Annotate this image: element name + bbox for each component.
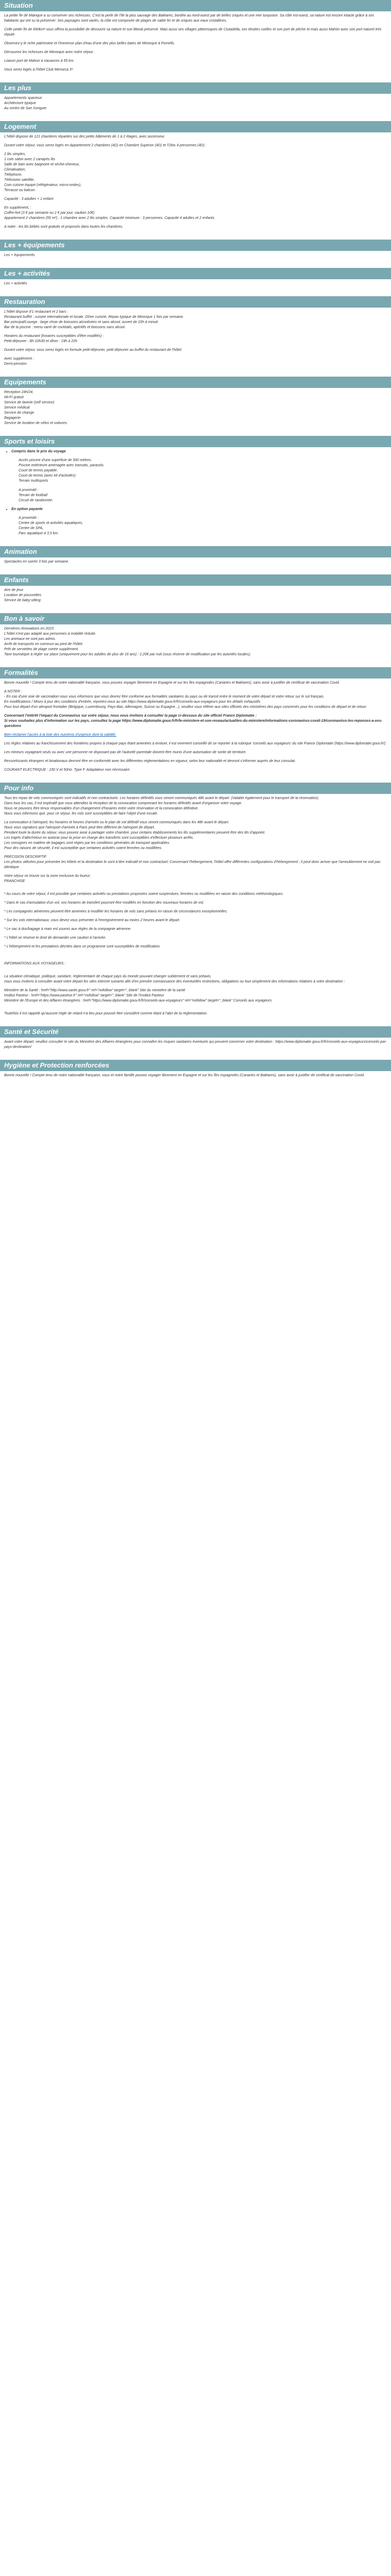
list-item: Coin cuisine équipé (réfrigérateur, micro-ondes),	[4, 183, 82, 187]
equipements-section	[0, 251, 391, 265]
list-item: Court de tennis (avec kit d'activités)	[19, 474, 76, 478]
info-para: Les photos utilisées pour présenter les hôtels et la destination le sont à titre indicatif et non contractuel. Concernant l'hébergement, l'hôtel offre différentes configurations d'hébergement ; il peut donc arriver que l'ameublement ne soit pas identique.	[4, 860, 381, 869]
equipements-list	[4, 390, 387, 426]
activites-section	[0, 279, 391, 293]
sports-nearby-label: A proximité :	[19, 516, 39, 520]
section-header-formalites: Formalités	[0, 667, 391, 679]
section-header-enfants: Enfants	[0, 574, 391, 586]
hygiene-section	[0, 1071, 391, 1085]
situation-para: La petite île de Mainque a su conserver ses richesses. C'est la perle de l'Ile la plus sauvage des Baléares, bordée au nord-ouest par de belles criques et une mer turquoise. Sa côte est-ouest, sa nature est encore intacte grâce à ses habitants qui ont su la préserver. Ses paysages sont variés, la côte est composée de plages de sable fin et de criques aux eaux cristallines.	[4, 14, 374, 23]
info-para: Nous vous signalons que l'aéroport d'arrivée à Paris peut être différent de l'aéroport de départ.	[4, 826, 155, 829]
info-para: Nous ne pouvons être tenus responsables d'un changement d'horaires entre votre réservation et la convocation définitive.	[4, 807, 199, 810]
situation-extra: Vous serez logés à l'hôtel Club Menorca 3*.	[4, 68, 74, 72]
situation-para: Observez-y le riche patrimoine et l'immense plan d'eau d'une des plus belles baies de Minorque à Fornells.	[4, 42, 175, 45]
list-item: Service de change	[4, 411, 34, 415]
formalites-link[interactable]: Bien réclamer l'accès à la liste des numéros d'urgence dont la validité.	[4, 733, 117, 737]
list-item: Service de location de vélos et voitures.	[4, 421, 68, 425]
info-para: PRECISION DESCRIPTIF	[4, 855, 47, 859]
info-section	[0, 794, 391, 1023]
attention-para: * L'hôtel se réserve le droit de demander une caution à l'arrivée.	[4, 936, 107, 940]
sports-section	[0, 447, 391, 543]
list-item: Climatisation,	[4, 168, 26, 172]
formalites-para: Pour tout départ d'un aéroport frontalier (Belgique, Luxembourg, Pays-Bas, Allemagne, Suisse ou Espagne...), veuillez vous référer aux sites officiels des ministères des pays concernés pour les conditions de départ et de retour.	[4, 705, 367, 709]
restauration-section	[0, 308, 391, 374]
situation-section	[0, 11, 391, 79]
info-para: Nous vous informons que, pour ce séjour, les vols sont susceptibles de faire l'objet d'une escale.	[4, 812, 158, 816]
list-item: Terrasse ou balcon.	[4, 189, 36, 192]
list-item: Terrain multisports	[19, 479, 48, 483]
list-item: Bar principal/Lounge : large choix de boissons alcoolisées et sans alcool, ouvert de 10h à minuit.	[4, 320, 159, 324]
sante-section	[0, 1038, 391, 1057]
list-item: Wi-Fi gratuit	[4, 396, 24, 399]
info-para: Les trajets d'aller/retour en autocar pour la prise en charge des transferts sont susceptibles d'effectuer plusieurs arrêts.	[4, 836, 194, 840]
section-header-hygiene: Hygiène et Protection renforcées	[0, 1060, 391, 1071]
list-item: Piscine extérieure aménagée avec transats, parasols.	[19, 464, 105, 467]
list-item: L'hôtel n'est pas adapté aux personnes à mobilité réduite.	[4, 632, 96, 636]
list-item: Location de poussettes	[4, 594, 41, 597]
animation-section	[0, 557, 391, 571]
attention-para: * Au cours de votre séjour, il est possible que certaines activités ou prestations proposées soient suspendues, fermées ou modifiées en raison des conditions météorologiques.	[4, 892, 284, 896]
equipements-2-section	[0, 388, 391, 433]
list-item: Service de laverie (self service)	[4, 401, 55, 404]
animation-text: Spectacles en soirée 3 fois par semaine.	[4, 560, 70, 564]
restauration-para: Avec supplément :	[4, 357, 34, 361]
formalites-para: Si vous souhaitez plus d'information sur les pays, consultez la page https://www.diplomatie.gouv.fr/fr/le-ministere-et-son-reseau/actualites-du-ministere/informations-coronavirus-covid-19/coronavirus-les-reponses-a-vos-questions	[4, 719, 383, 728]
sports-list-2	[4, 507, 387, 512]
formalites-para: COURANT ELECTRIQUE : 230 V et 50Hz. Type F. Adaptateur non nécessaire.	[4, 768, 131, 772]
list-item: L'hôtel dispose d'1 restaurant et 2 bars :	[4, 310, 69, 314]
list-item: Accès piscine d'une superficie de 500 mètres.	[19, 459, 92, 462]
list-item: 1 coin salon avec 2 canapés lits	[4, 158, 55, 161]
formalites-para: Bonne nouvelle ! Compte tenu de notre nationalité française, vous pouvez voyager librement en Espagne et sur les îles espagnoles (Canaries et Baléares), sans avoir à justifier de certificat de vaccination Covid.	[4, 681, 340, 685]
section-header-pour-info: Pour info	[0, 783, 391, 794]
list-item: Restaurant buffet : cuisine internationale et locale. Dîner cuisiné, Repas typique de Minorque 1 fois par semaine.	[4, 315, 184, 319]
logement-list	[4, 152, 387, 193]
section-header-animation: Animation	[0, 546, 391, 557]
list-item: Circuit de randonnée.	[19, 499, 53, 502]
logement-section	[0, 132, 391, 236]
section-header-restauration: Restauration	[0, 296, 391, 308]
list-item: Salle de bain avec baignoire et sèche-cheveux,	[4, 163, 80, 166]
formalites-para: A NOTER :	[4, 690, 22, 693]
hygiene-text: Bonne nouvelle ! Compte tenu de notre nationalité française, vous et notre famille pouvez voyager librement en Espagne et sur les îles espagnoles (Canaries et Baléares), sans avoir à justifier de certificat de vaccination Covid.	[4, 1074, 365, 1077]
list-item: Prêt de serviettes de plage contre supplément.	[4, 648, 79, 651]
section-header-equipements: Les + équipements	[0, 240, 391, 251]
voyageurs-para: Toutefois il est rappelé qu'aucune règle de retard n'a lieu pour pouvoir être considéré comme étant à l'abri de la réglementation.	[4, 1012, 208, 1015]
logement-capacity: Capacité : 3 adultes + 1 enfant	[4, 197, 54, 201]
attention-para: * Le sac à dos/bagage à main est soumis aux règles de la compagnie aérienne.	[4, 927, 132, 931]
voyageurs-link[interactable]: Institut Pasteur : href="https://www.pasteur.fr" rel="nofollow" target="_blank" Site de l'Institut Pasteur	[4, 994, 164, 997]
info-para: Les consignes en matière de bagages sont régies par les conditions générales de transport applicables.	[4, 841, 170, 845]
logement-para: Durant votre séjour, vous serez logés en Appartement 2 chambres (4D) en Chambre Superior (4D) et T2bis 4 personnes (4D) :	[4, 144, 207, 147]
formalites-para: En modifications / Mises à jour des conditions d'entrée, reportez-vous au site https://www.diplomatie.gouv.fr/fr/conseils-aux-voyageurs pour les détails exhaustifs.	[4, 700, 262, 704]
sports-subheading: • Compris dans le prix du voyage	[11, 449, 387, 454]
info-para: Tous les repas de vols communiqués sont indicatifs et non contractuels. Les horaires définitifs vous seront communiqués 48h avant le départ. (Valable également pour le transport de la réservation).	[4, 796, 319, 800]
plus-item: Architecture typique	[4, 101, 36, 105]
voyageurs-link[interactable]: Ministère de l'Europe et des Affaires étrangères : href="https://www.diplomatie.gouv.fr/fr/conseils-aux-voyageurs" rel="nofollow" target="_blank" Conseils aux voyageurs	[4, 999, 272, 1003]
situation-para: Celle petite île de 690km² vous offrira la possibilité de découvrir sa nature et son littoral préservé. Mais aussi ses villages pittoresques de Ciutadella, ses étroites ruelles et son port de pêche et mais aussi Mahón avec son port naturel très réputé.	[4, 28, 382, 37]
list-item: Court de tennis payable.	[19, 469, 58, 472]
section-header-logement: Logement	[0, 121, 391, 132]
enfants-section	[0, 586, 391, 610]
info-para: Votre séjour se trouve sur la zone exclusive du loueur.	[4, 874, 91, 878]
list-item: Service de baby-sitting	[4, 599, 41, 602]
info-para: FRANCHISE	[4, 879, 25, 883]
section-header-equipements-2: Equipements	[0, 377, 391, 388]
restauration-para: Petit-déjeuner : 8h-10h30 et dîner : 19h à 22h	[4, 340, 77, 343]
list-item: Aire de jeux	[4, 588, 23, 592]
section-header-activites: Les + activités	[0, 268, 391, 279]
list-item: Terrain de football	[19, 494, 47, 497]
list-item: Service médical	[4, 406, 30, 410]
list-item: Appartement 2 chambres (55 m²) : 1 chambre avec 2 lits simples. Capacité minimum : 3 personnes. Capacité 4 adultes et 2 enfants.	[4, 216, 216, 220]
situation-para: Liaison port de Mahon à Vacances à 55 km.	[4, 59, 75, 63]
list-item: Parc aquatique à 3,5 km.	[19, 532, 59, 535]
attention-para: * Sur les vols internationaux, vous devez vous présenter à l'enregistrement au moins 2 heures avant le départ.	[4, 919, 181, 922]
attention-para: * Les compagnies aériennes peuvent être amenées à modifier les horaires de vols sans préavis en raison de circonstances exceptionnelles.	[4, 910, 228, 913]
supplement-list	[4, 211, 387, 221]
restauration-list	[4, 310, 387, 330]
section-header-situation: Situation	[0, 0, 391, 11]
list-item: Arrêt de transports en commun au pied de l'hôtel.	[4, 642, 84, 646]
info-para: Pour des raisons de sécurité, il est susceptible que certaines activités soient fermées ou modifiées.	[4, 846, 162, 850]
list-item: Réception 24h/24,	[4, 391, 34, 394]
list-item: Coffre-fort (3 € par semaine ou 2 € par jour, caution 10€)	[4, 211, 95, 215]
voyageurs-para: La situation climatique, politique, sanitaire, réglementaire de chaque pays du monde pouvant changer subitement et sans préavis,	[4, 975, 211, 978]
info-para: Pendant toute la durée du séjour, vous pouvez avoir à partager votre chambre, pour certains établissements les lits supplémentaires peuvent être des lits d'appoint.	[4, 831, 266, 835]
list-item: Centre de sports et activités aquatiques,	[19, 521, 83, 525]
plus-section	[0, 94, 391, 118]
list-item: Téléphone,	[4, 173, 23, 177]
formalites-para: Les mineurs voyageant seuls ou avec une personne ne disposant pas de l'autorité parentale doivent être munis d'une autorisation de sortie de territoire.	[4, 751, 247, 754]
list-item: Taxe touristique à régler sur place (uniquement pour les adultes de plus de 16 ans) : 2,20€ par nuit (sous réserve de modification par les autorités locales).	[4, 653, 251, 656]
formalites-para: Ressortissants étrangers et binationaux devront être en conformité avec les différentes réglementations en vigueur, selon leur nationalité et devront s'informer auprès de leur consulat.	[4, 759, 296, 763]
section-header-bon-a-savoir: Bon à savoir	[0, 613, 391, 624]
list-item: 2 lits simples,	[4, 152, 26, 156]
list-item: Bagagerie	[4, 416, 21, 420]
voyageurs-para: nous vous invitons à consulter avant votre départ les sites internet suivants afin d'en prendre connaissance des éventuelles restrictions, obligations ou tout simplement des informations relatives à votre destination :	[4, 980, 345, 984]
formalites-para: Les règles relatives au franchissement des frontières propres à chaque pays étant amenées à évoluer, il est vivement conseillé de se reporter à la rubrique 'conseils aux voyageurs' du site France Diplomatie (https://www.diplomatie.gouv.fr/).	[4, 742, 387, 745]
sports-nearby-label: A proximité :	[19, 488, 39, 492]
plus-item: Appartements spacieux	[4, 96, 42, 100]
list-item: Dernières rénovations en 2023.	[4, 627, 55, 631]
sports-subheading: • En option payante	[11, 507, 387, 512]
logement-note: A noter : les lits bébés sont gratuits et proposés dans toutes les chambres.	[4, 225, 123, 229]
attention-para: * L'hébergement et les prestations décrites dans ce programme sont susceptibles de modification.	[4, 945, 161, 948]
formalites-section	[0, 679, 391, 779]
attention-para: * Dans le cas d'annulation d'un vol, vos horaires de transfert pourront être modifiés en fonction des nouveaux horaires de vol.	[4, 901, 204, 905]
list-item: Les animaux ne sont pas admis.	[4, 637, 56, 641]
equipements-text: Les + équipements	[4, 253, 35, 257]
activites-text: Les + activités	[4, 282, 27, 285]
info-para: La convocation à l'aéroport, les horaires et heures d'arrivée ou le plan de vol définitif vous seront communiqués dans les 48h avant le départ.	[4, 821, 230, 824]
voyageurs-title: INFORMATIONS AUX VOYAGEURS :	[4, 962, 66, 965]
logement-para: L'hôtel dispose de 121 chambres réparties sur des petits bâtiments de 1 à 2 étages, avec ascenseur.	[4, 135, 166, 139]
restauration-para: Horaires du restaurant (horaires susceptibles d'être modifiés) :	[4, 334, 104, 338]
situation-para: Découvrez les richesses de Minorque avec notre séjour.	[4, 50, 94, 54]
section-header-sante: Santé et Sécurité	[0, 1026, 391, 1038]
formalites-para: Concernant l'intérêt l'impact du Coronavirus sur votre séjour, nous vous invitons à consulter la page ci-dessous du site officiel France Diplomatie :	[4, 714, 257, 718]
sports-list	[4, 449, 387, 454]
formalites-para: - En cas d'une voie de vaccination nous vous informons que vous devrez être conforme aux formalités sanitaires du pays ou de transit entre le moment de votre départ et votre retour sur le sol français.	[4, 695, 324, 699]
plus-item: Au centre de San Xoriguer	[4, 107, 47, 110]
list-item: Bar de la piscine : menu varié de cocktails, apéritifs et boissons sans alcool.	[4, 326, 126, 329]
section-header-sports: Sports et loisirs	[0, 436, 391, 447]
list-item: Centre de SPA,	[19, 527, 44, 530]
section-header-plus: Les plus	[0, 82, 391, 94]
voyageurs-link[interactable]: Ministère de la Santé : href="http://www.sante.gouv.fr" rel="nofollow" target="_blank" Site du ministère de la santé	[4, 989, 186, 992]
sports-list-1	[4, 458, 387, 503]
bon-section	[0, 624, 391, 664]
sports-list-3	[4, 516, 387, 536]
restauration-para: Durant votre séjour, vous serez logés en formule petit-déjeuner, petit déjeuner au buffet du restaurant de l'hôtel.	[4, 348, 183, 352]
list-item: Télévision satellite,	[4, 178, 35, 182]
sante-text: Avant votre départ, veuillez consulter le site du Ministère des Affaires étrangères pour connaître les risques sanitaires éventuels qui peuvent concerner votre destination : https://www.diplomatie.gouv.fr/fr/conseils-aux-voyageurs/conseils-par-pays-destination/	[4, 1040, 387, 1049]
restauration-para: Demi-pension.	[4, 362, 28, 366]
info-para: Dans tous les cas, il est impératif que vous attendiez la réception de la convocation comprenant les horaires définitifs avant d'organiser votre voyage.	[4, 802, 242, 805]
logement-supplement: En supplément, :	[4, 206, 31, 210]
